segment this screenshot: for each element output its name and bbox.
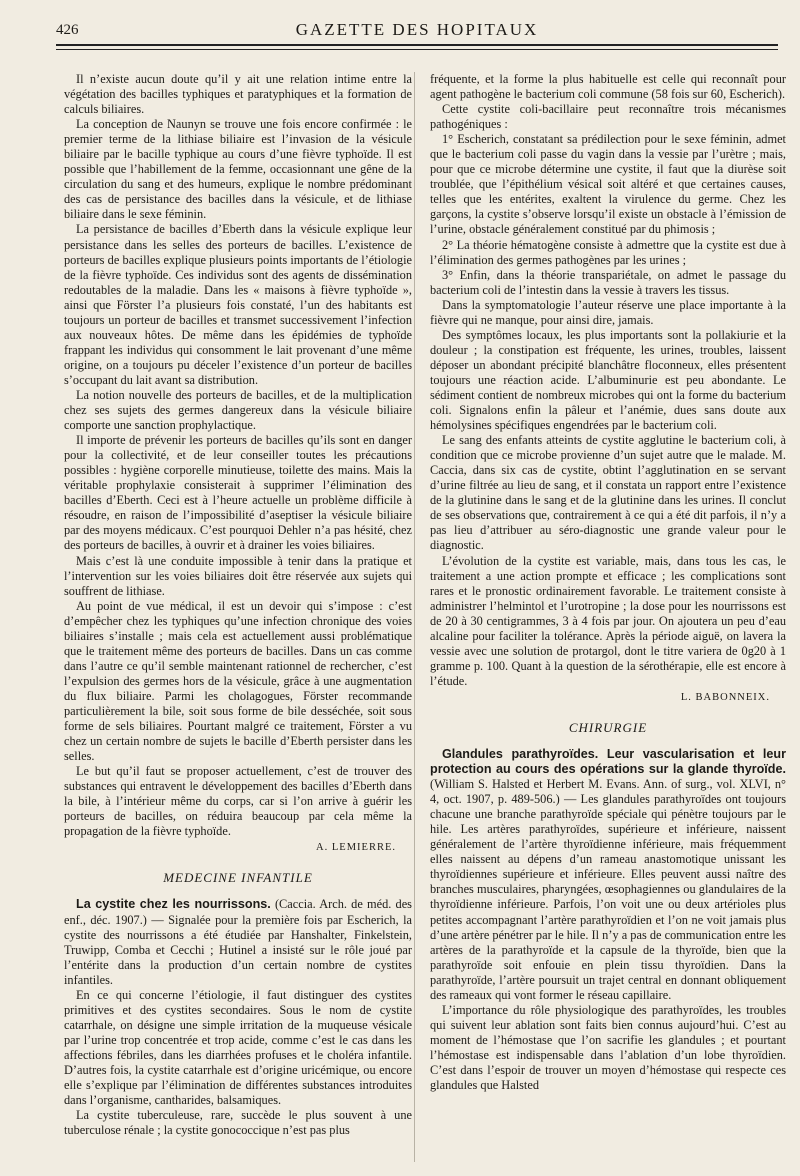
author-signature: A. LEMIERRE.	[316, 842, 396, 854]
right-column	[430, 72, 786, 1093]
article-title: Glandules parathyroïdes. Leur vascularisation et leur protection au cours des opérations sur la glande thyroïde.	[430, 747, 786, 777]
paragraph: Dans la symptomatologie l’auteur réserve une place importante à la fièvre qui ne manque, pour ainsi dire, jamais.	[430, 297, 786, 327]
column-gutter	[414, 72, 415, 1162]
paragraph: En ce qui concerne l’étiologie, il faut distinguer des cystites primitives et des cystites secondaires. Sous le nom de cystite catarrhale, on désigne une simple irritation de la muqueuse vésicale par l’urine trop concentrée et trop acide, comme c’est le cas dans les affections fébriles, dans les diarrhées profuses et le choléra infantile. D’autres fois, la cystite catarrhale est d’origine uricémique, ou encore elle s’explique par l’élimination de différentes substances introduites dans l’organisme, cantharides, balsamiques.	[64, 987, 412, 1108]
left-column	[64, 72, 412, 1138]
paragraph: La cystite tuberculeuse, rare, succède le plus souvent à une tuberculose rénale ; la cystite gonococcique n’est pas plus	[64, 1108, 412, 1138]
article-lead	[64, 897, 412, 987]
paragraph: La conception de Naunyn se trouve une fois encore confirmée : le premier terme de la lithiase biliaire est l’invasion de la vésicule biliaire par le bacille typhique au cours d’une fièvre typhoïde. Il est possible que l’habillement de la femme, occasionnant une gêne de la circulation du sang et des humeurs, explique le nombre prédominant des cas de persistance des bacilles dans la vésicule, et de lithiase biliaire dans le sexe féminin.	[64, 117, 412, 222]
section-heading: MEDECINE INFANTILE	[163, 870, 313, 886]
paragraph: Mais c’est là une conduite impossible à tenir dans la pratique et l’intervention sur les voies biliaires doit être réservée aux sujets qui souffrent de lithiase.	[64, 553, 412, 598]
paragraph: Cette cystite coli-bacillaire peut reconnaître trois mécanismes pathogéniques :	[430, 102, 786, 132]
running-header	[56, 18, 778, 44]
author-signature: L. BABONNEIX.	[680, 691, 770, 703]
paragraph: L’évolution de la cystite est variable, mais, dans tous les cas, le traitement a une action prompte et efficace ; les complications sont rares et le pronostic ordinairement favorable. Le traitement consiste à administrer l’helmintol et l’urotropine ; la dose pour les nourrissons est de 20 à 30 centigrammes, 3 à 4 fois par jour. On ajoutera un peu d’eau alcaline pour faciliter la tolérance. Après la période aiguë, on lavera la vessie avec une solution de protargol, dont le titre variera de 0g20 à 1 gramme p. 100. Quant à la question de la sérothérapie, elle est encore à l’étude.	[430, 553, 786, 688]
paragraph: La notion nouvelle des porteurs de bacilles, et de la multiplication chez ses sujets des germes dangereux dans la vésicule biliaire comporte une sanction prophylactique.	[64, 387, 412, 433]
article-text: Les glandules parathyroïdes ont toujours chacune une branche parathyroïde spéciale qui pénètre toujours par le hile. Les artères parathyroïdes, supérieure et inférieure, naissent généralement de l’artère thyroïdienne inférieure, mais fréquemment elles naissent au dépens d’un rameau anastomotique unissant les thyroïdiennes supérieure et inférieure. Elles peuvent aussi naître des branches musculaires, pharyngées, œsophagiennes ou glandulaires de la thyroïdienne inférieure. Parfois, l’on voit une ou deux artérioles plus petites accompagnant l’artère parathyroïdien et l’on ne voit jamais plus d’une artère pénétrer par le hile. Il n’y a pas de communication entre les artères de la parathyroïde et la capsule de la thyroïde, bien que la parathyroïde soit enfouie en plein tissu thyroïdien. Dans la parathyroïde, l’artère poursuit un trajet central en donnant obliquement des rameaux qui vont former le réseau capillaire.	[430, 792, 786, 1002]
paragraph: Au point de vue médical, il est un devoir qui s’impose : c’est d’empêcher chez les typhiques qu’une infection chronique des voies biliaires s’installe ; mais cela est actuellement aussi problématique que le traitement même des porteurs de bacilles. Dans un cas comme dans l’autre ce qu’il semble maintenant rationnel de rechercher, c’est l’expulsion des germes hors de la vésicule, grâce à une augmentation du flux biliaire. Parmi les cholagogues, Förster recommande particulièrement la bile, soit sous forme de bile desséchée, soit sous forme de sels biliaires. Pourtant malgré ce traitement, Förster a vu chez un certain nombre de sujets le bacille d’Eberth persister dans les selles.	[64, 598, 412, 764]
paragraph: 2° La théorie hématogène consiste à admettre que la cystite est due à l’élimination des germes pathogènes par les urines ;	[430, 237, 786, 267]
journal-title: GAZETTE DES HOPITAUX	[295, 20, 539, 39]
paragraph: Le sang des enfants atteints de cystite agglutine le bacterium coli, à condition que ce microbe provienne d’un sujet autre que le malade. M. Caccia, dans six cas de cystite, obtint l’agglutination en se servant d’urine filtrée au lieu de sang, et il constata un rapport entre l’existence de la glutinine dans le sang et de la glutinine dans les urines. Il conclut de ses observations que, contrairement à ce qui a été dit parfois, il n’y a pas lieu d’attribuer au séro-diagnostic une grande valeur pour le diagnostic.	[430, 433, 786, 553]
paragraph: fréquente, et la forme la plus habituelle est celle qui reconnaît pour agent pathogène le bacterium coli commune (58 fois sur 60, Escherich).	[430, 72, 786, 102]
header-rule-thick	[56, 44, 778, 46]
paragraph: La persistance de bacilles d’Eberth dans la vésicule explique leur persistance dans les selles des porteurs de bacilles. L’existence de porteurs de bacilles explique plusieurs points importants de l’étiologie de la fièvre typhoïde. Ces individus sont des agents de dissémination redoutables de la maladie. Dans les « maisons à fièvre typhoïde », ainsi que Förster l’a plusieurs fois constaté, l’un des habitants est toujours un porteur de bacilles et transmet successivement l’infection aux nouveaux hôtes. De même dans les épidémies de typhoïde frappant les individus qui consomment le lait provenant d’une même origine, on a toujours pu déceler l’existence d’un porteur de bacilles s’occupant du lait avant sa distribution.	[64, 222, 412, 387]
paragraph: Il importe de prévenir les porteurs de bacilles qu’ils sont en danger pour la collectivité, et de leur conseiller toutes les précautions possibles : hygiène corporelle minutieuse, toilette des mains. Mais la véritable prophylaxie consisterait à supprimer l’élimination des bacilles d’Eberth. Ceci est à l’heure actuelle un problème difficile à résoudre, en raison de l’impossibilité d’aseptiser la vésicule biliaire par des moyens médicaux. C’est pourquoi Dehler n’a pas hésité, chez des porteurs de bacilles, à ouvrir et à drainer les voies biliaires.	[64, 433, 412, 553]
section-heading: CHIRURGIE	[568, 719, 648, 735]
article-reference: (William S. Halsted et Herbert M. Evans. Ann. of surg., vol. XLVI, n° 4, oct. 1907, p. 489-506.) —	[430, 777, 786, 807]
header-rule-thin	[56, 49, 778, 50]
paragraph: Le but qu’il faut se proposer actuellement, c’est de trouver des substances qui entravent le développement des bacilles d’Eberth dans la bile, à l’intérieur même du corps, car si l’on arrive à guérir les porteurs de bacilles, on réduira beaucoup par cela même la propagation de la fièvre typhoïde.	[64, 764, 412, 839]
article-title: La cystite chez les nourrissons.	[76, 897, 271, 912]
paragraph: Il n’existe aucun doute qu’il y ait une relation intime entre la végétation des bacilles typhiques et paratyphiques et la formation de calculs biliaires.	[64, 72, 412, 117]
paragraph: 3° Enfin, dans la théorie transpariétale, on admet le passage du bacterium coli de l’intestin dans la vessie à travers les tissus.	[430, 267, 786, 297]
paragraph: L’importance du rôle physiologique des parathyroïdes, les troubles qui suivent leur ablation sont faits bien connus aujourd’hui. C’est au moment de l’hémostase que l’on sacrifie les glandules ; et pourtant l’hémostase est indispensable dans l’ablation d’un lobe thyroïdien. C’est dans l’espoir de trouver un moyen d’hémostase qui respecte ces glandules que Halsted	[430, 1002, 786, 1093]
page-number: 426	[56, 22, 79, 38]
article-text: Signalée pour la première fois par Escherich, la cystite des nourrissons a été étudiée par Hanshalter, Finkelstein, Truwipp, Comba et Cecchi ; Hutinel a insisté sur le rôle joué par l’entérite dans la production d’un certain nombre de cystites infantiles.	[64, 912, 412, 987]
paragraph: 1° Escherich, constatant sa prédilection pour le sexe féminin, admet que le bacterium coli passe du vagin dans la vessie par l’urètre ; mais, pour que ce microbe détermine une cystite, il faut que la diurèse soit troublée, que l’épithélium vésical soit altéré et que certaines causes, telles que les entérites, exaltent la virulence du germe. Chez les garçons, la cystite s’observe lorsqu’il existe un obstacle à l’émission de l’urine, obstacle généralement constitué par du phimosis ;	[430, 132, 786, 237]
paragraph: Des symptômes locaux, les plus importants sont la pollakiurie et la douleur ; la constipation est fréquente, les urines, troubles, laissent déposer un abondant précipité blanchâtre floconneux, elles présentent toujours une réaction acide. L’albuminurie est peu abondante. Le sédiment contient de nombreux microbes qui ont la forme du bacterium coli. Signalons enfin la pâleur et l’anémie, dues sans doute aux hémolysines spécifiques engendrées par le bacterium coli.	[430, 327, 786, 433]
article-lead	[430, 747, 786, 1003]
article-reference: (Caccia. Arch. de méd. des enf., déc. 1907.) —	[64, 897, 412, 927]
